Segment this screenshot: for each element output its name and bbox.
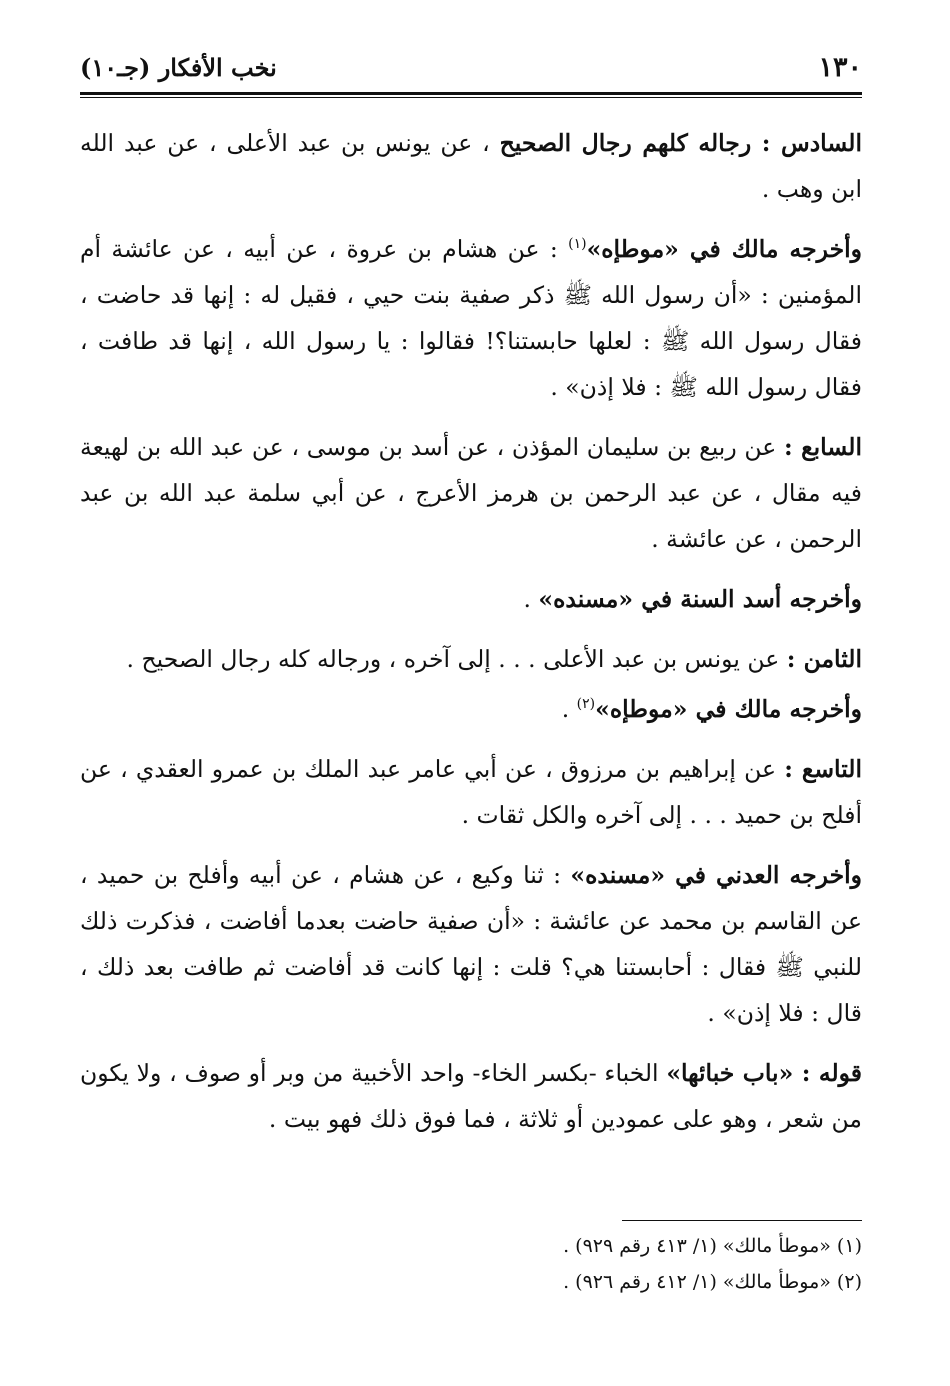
- paragraph-text: .: [523, 585, 539, 613]
- paragraph-malik-muwatta: [80, 226, 862, 410]
- paragraph-lead: السابع :: [784, 433, 863, 461]
- page-header: [80, 46, 862, 88]
- paragraph-adani-musnad: [80, 852, 862, 1036]
- footnote-marker: (١): [568, 236, 587, 253]
- paragraph-eighth: [80, 636, 862, 682]
- paragraph-text: عن يونس بن عبد الأعلى . . . إلى آخره ، ورجاله كله رجال الصحيح .: [126, 645, 787, 673]
- header-rule-thin: [80, 97, 862, 98]
- paragraph-lead: وأخرجه أسد السنة في «مسنده»: [538, 585, 862, 613]
- paragraph-text: ، عن يونس بن عبد الأعلى ، عن عبد الله ابن وهب .: [80, 129, 862, 203]
- page-number: ١٣٠: [818, 51, 862, 83]
- document-page: [80, 46, 862, 1346]
- paragraph-ninth: [80, 746, 862, 838]
- paragraph-lead: وأخرجه مالك في «موطإه»: [595, 695, 862, 723]
- paragraph-text: : عن هشام بن عروة ، عن أبيه ، عن عائشة أم المؤمنين : «أن رسول الله ﷺ ذكر صفية بنت حيي ، فقيل له : إنها قد حاضت ، فقال رسول الله ﷺ : لعلها حابستنا؟! فقالوا : يا رسول الله ، إنها قد طافت ، فقال رسول الله ﷺ : فلا إذن» .: [80, 235, 862, 401]
- footnotes: [80, 1228, 862, 1300]
- paragraph-lead: السادس :: [761, 129, 862, 157]
- paragraph-lead: الثامن :: [786, 645, 862, 673]
- paragraph-lead: وأخرجه مالك في «موطإه»: [586, 235, 863, 263]
- paragraph-text: عن ربيع بن سليمان المؤذن ، عن أسد بن موسى ، عن عبد الله بن لهيعة فيه مقال ، عن عبد الرحمن بن هرمز الأعرج ، عن أبي سلمة عبد الله بن عبد الرحمن ، عن عائشة .: [80, 433, 862, 553]
- paragraph-bab-khibaiha: [80, 1050, 862, 1142]
- body-text: [80, 120, 862, 1142]
- running-title: نخب الأفكار (جـ١٠): [80, 52, 277, 82]
- footnote-separator: [622, 1220, 862, 1221]
- paragraph-text: : ثنا وكيع ، عن هشام ، عن أبيه وأفلح بن حميد ، عن القاسم بن محمد عن عائشة : «أن صفية حاضت بعدما أفاضت ، فذكرت ذلك للنبي ﷺ فقال : أحابستنا هي؟ قلت : إنها كانت قد أفاضت ثم طافت بعد ذلك ، قال : فلا إذن» .: [80, 861, 862, 1027]
- paragraph-text: الخباء -بكسر الخاء- واحد الأخبية من وبر أو صوف ، ولا يكون من شعر ، وهو على عمودين أو ثلاثة ، فما فوق ذلك فهو بيت .: [80, 1059, 862, 1133]
- footnote-2: (٢) «موطأ مالك» (١/ ٤١٢ رقم ٩٢٦) .: [563, 1271, 862, 1293]
- paragraph-lead: وأخرجه العدني في «مسنده»: [570, 861, 862, 889]
- paragraph-bold-phrase: رجاله كلهم رجال الصحيح: [499, 129, 762, 157]
- paragraph-malik-muwatta-2: [80, 686, 862, 732]
- paragraph-seventh: [80, 424, 862, 562]
- header-rule: [80, 92, 862, 95]
- footnote-marker: (٢): [576, 696, 596, 713]
- paragraph-asad-musnad: [80, 576, 862, 622]
- footnote-1: (١) «موطأ مالك» (١/ ٤١٣ رقم ٩٢٩) .: [563, 1235, 862, 1257]
- paragraph-sixth: [80, 120, 862, 212]
- paragraph-text: عن إبراهيم بن مرزوق ، عن أبي عامر عبد الملك بن عمرو العقدي ، عن أفلح بن حميد . . . إلى آخره والكل ثقات .: [80, 755, 862, 829]
- paragraph-lead: التاسع :: [784, 755, 862, 783]
- paragraph-text: .: [561, 695, 577, 723]
- paragraph-lead: قوله : «باب خبائها»: [666, 1059, 862, 1087]
